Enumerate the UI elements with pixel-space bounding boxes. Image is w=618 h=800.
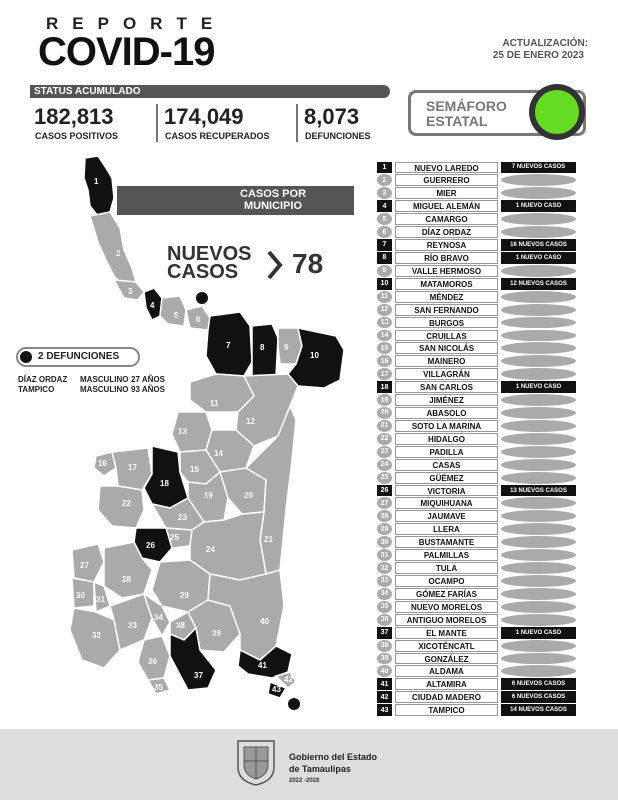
municipality-name: RÍO BRAVO	[395, 252, 498, 264]
municipality-name: PADILLA	[395, 446, 498, 458]
municipality-new-cases	[501, 304, 576, 316]
death-age: 27 AÑOS	[131, 375, 165, 384]
semaforo-label-line2: ESTATAL	[426, 113, 488, 129]
municipality-new-cases	[501, 355, 576, 367]
municipality-row	[377, 678, 577, 691]
gov-name-line2: de Tamaulipas	[289, 764, 351, 774]
municipality-new-cases	[501, 523, 576, 535]
positive-cases-count: 182,813	[34, 104, 114, 129]
cases-by-municipality-label	[240, 188, 306, 212]
municipality-new-cases	[501, 226, 576, 238]
municipality-row	[377, 407, 577, 420]
map-label-23: 23	[178, 513, 187, 522]
municipality-number: 21	[377, 420, 392, 432]
recovered-cases-count: 174,049	[164, 104, 244, 129]
municipality-row	[377, 187, 577, 200]
municipality-name: JAUMAVE	[395, 510, 498, 522]
municipality-number: 39	[377, 653, 392, 665]
municipality-number: 29	[377, 523, 392, 535]
municipality-number: 15	[377, 342, 392, 354]
municipality-number: 8	[377, 252, 392, 264]
municipality-name: CRUILLAS	[395, 330, 498, 342]
update-date: 25 DE ENERO 2023	[492, 50, 584, 61]
municipality-number: 5	[377, 213, 392, 225]
map-label-33: 33	[128, 621, 137, 630]
new-cases-label-line1: NUEVOS	[167, 243, 252, 265]
municipality-number: 28	[377, 510, 392, 522]
map-label-35: 35	[154, 683, 163, 692]
new-cases-count: 78	[292, 248, 324, 279]
municipality-new-cases	[501, 291, 576, 303]
map-label-40: 40	[260, 617, 269, 626]
municipality-new-cases	[501, 446, 576, 458]
municipality-new-cases	[501, 472, 576, 484]
municipality-name: MÉNDEZ	[395, 291, 498, 303]
municipality-number: 37	[377, 627, 392, 639]
municipality-new-cases: 12 NUEVOS CASOS	[501, 278, 576, 290]
municipality-new-cases: 7 NUEVOS CASOS	[501, 162, 576, 174]
municipality-new-cases	[501, 433, 576, 445]
municipality-row	[377, 484, 577, 497]
municipality-number: 32	[377, 562, 392, 574]
municipality-number: 43	[377, 704, 392, 716]
municipality-number: 9	[377, 265, 392, 277]
municipality-row	[377, 704, 577, 717]
municipality-number: 36	[377, 614, 392, 626]
semaforo-label	[426, 99, 507, 129]
municipality-row	[377, 639, 577, 652]
map-label-2: 2	[116, 249, 121, 258]
municipality-row	[377, 342, 577, 355]
map-label-37: 37	[194, 671, 203, 680]
map-label-16: 16	[98, 459, 107, 468]
municipality-new-cases	[501, 614, 576, 626]
municipality-new-cases: 1 NUEVO CASO	[501, 381, 576, 393]
municipality-row	[377, 562, 577, 575]
municipality-row	[377, 458, 577, 471]
map-label-6: 6	[196, 315, 201, 324]
municipality-new-cases: 13 NUEVOS CASOS	[501, 485, 576, 497]
map-label-9: 9	[284, 343, 289, 352]
municipality-number: 17	[377, 368, 392, 380]
municipality-name: VICTORIA	[395, 485, 498, 497]
municipality-row	[377, 277, 577, 290]
municipality-new-cases	[501, 510, 576, 522]
municipality-name: EL MANTE	[395, 627, 498, 639]
municipality-name: ANTIGUO MORELOS	[395, 614, 498, 626]
municipality-row	[377, 471, 577, 484]
map-label-10: 10	[310, 351, 319, 360]
new-cases-label-line2: CASOS	[167, 261, 239, 283]
municipality-new-cases: 16 NUEVOS CASOS	[501, 239, 576, 251]
municipality-name: TULA	[395, 562, 498, 574]
municipality-new-cases	[501, 394, 576, 406]
municipality-name: MATAMOROS	[395, 278, 498, 290]
municipality-name: SOTO LA MARINA	[395, 420, 498, 432]
municipality-row	[377, 510, 577, 523]
municipality-number: 24	[377, 459, 392, 471]
death-age: 93 AÑOS	[131, 385, 165, 394]
municipality-row	[377, 161, 577, 174]
municipality-number: 11	[377, 291, 392, 303]
municipality-number: 26	[377, 485, 392, 497]
map-label-18: 18	[160, 479, 169, 488]
gov-years: 2022 -2028	[289, 778, 320, 784]
municipality-new-cases	[501, 330, 576, 342]
municipality-row	[377, 290, 577, 303]
municipality-row	[377, 652, 577, 665]
stat-divider	[296, 104, 298, 142]
municipality-row	[377, 226, 577, 239]
municipality-row	[377, 355, 577, 368]
municipality-new-cases	[501, 213, 576, 225]
municipality-number: 25	[377, 472, 392, 484]
map-label-11: 11	[210, 399, 219, 408]
positive-cases-label: CASOS POSITIVOS	[35, 131, 119, 141]
banner-line2: MUNICIPIO	[243, 200, 303, 212]
municipality-name: MAINERO	[395, 355, 498, 367]
cases-by-municipality-banner	[117, 186, 354, 215]
municipality-row	[377, 613, 577, 626]
municipality-row	[377, 381, 577, 394]
municipality-new-cases	[501, 653, 576, 665]
map-label-27: 27	[80, 561, 89, 570]
municipality-number: 16	[377, 355, 392, 367]
municipality-row	[377, 523, 577, 536]
map-label-31: 31	[96, 595, 105, 604]
municipio-1	[84, 156, 114, 216]
municipality-name: SAN NICOLÁS	[395, 342, 498, 354]
municipality-name: SAN FERNANDO	[395, 304, 498, 316]
municipality-number: 20	[377, 407, 392, 419]
map-label-4: 4	[150, 301, 155, 310]
municipality-name: ALDAMA	[395, 665, 498, 677]
municipality-new-cases: 14 NUEVOS CASOS	[501, 704, 576, 716]
municipality-name: MIER	[395, 187, 498, 199]
municipality-name: ABASOLO	[395, 407, 498, 419]
municipality-name: TAMPICO	[395, 704, 498, 716]
municipality-number: 30	[377, 536, 392, 548]
municipality-name: GUERRERO	[395, 174, 498, 186]
state-seal-icon	[234, 737, 278, 787]
death-sex: MASCULINO	[80, 385, 129, 394]
municipality-name: MIQUIHUANA	[395, 497, 498, 509]
death-place: DÍAZ ORDAZ	[18, 375, 68, 384]
municipality-row	[377, 251, 577, 264]
municipality-row	[377, 600, 577, 613]
municipality-row	[377, 316, 577, 329]
municipality-new-cases: 6 NUEVOS CASOS	[501, 678, 576, 690]
report-label: REPORTE	[46, 14, 227, 33]
municipality-new-cases	[501, 536, 576, 548]
municipality-number: 40	[377, 665, 392, 677]
update-label: ACTUALIZACIÓN:	[502, 38, 588, 49]
municipality-row	[377, 549, 577, 562]
map-label-21: 21	[264, 535, 273, 544]
municipality-number: 33	[377, 575, 392, 587]
deaths-box-label: 2 DEFUNCIONES	[38, 351, 120, 362]
map-label-20: 20	[244, 491, 253, 500]
municipality-row	[377, 432, 577, 445]
municipality-row	[377, 575, 577, 588]
municipality-row	[377, 497, 577, 510]
map-label-28: 28	[122, 575, 131, 584]
municipality-number: 13	[377, 317, 392, 329]
death-place: TAMPICO	[18, 385, 55, 394]
map-label-14: 14	[214, 449, 223, 458]
municipality-new-cases: 1 NUEVO CASO	[501, 200, 576, 212]
map-label-12: 12	[246, 417, 255, 426]
municipality-number: 10	[377, 278, 392, 290]
page-title: COVID-19	[38, 30, 215, 74]
municipality-row	[377, 239, 577, 252]
municipality-number: 34	[377, 588, 392, 600]
death-marker-dot	[288, 698, 300, 710]
map-label-29: 29	[180, 591, 189, 600]
map-label-3: 3	[128, 287, 133, 296]
municipality-number: 22	[377, 433, 392, 445]
map-label-41: 41	[258, 661, 267, 670]
municipality-row	[377, 329, 577, 342]
municipality-number: 18	[377, 381, 392, 393]
death-marker-dot	[196, 292, 208, 304]
municipality-new-cases: 1 NUEVO CASO	[501, 252, 576, 264]
chevron-right-icon	[266, 250, 284, 280]
municipality-name: VALLE HERMOSO	[395, 265, 498, 277]
map-label-36: 36	[148, 657, 157, 666]
municipality-name: VILLAGRÁN	[395, 368, 498, 380]
municipality-new-cases	[501, 549, 576, 561]
recovered-cases-label: CASOS RECUPERADOS	[165, 131, 270, 141]
map-label-32: 32	[92, 631, 101, 640]
municipality-name: GÓMEZ FARÍAS	[395, 588, 498, 600]
map-label-34: 34	[154, 613, 163, 622]
municipality-name: ALTAMIRA	[395, 678, 498, 690]
municipality-number: 4	[377, 200, 392, 212]
map-label-13: 13	[178, 427, 187, 436]
municipality-row	[377, 368, 577, 381]
municipality-new-cases	[501, 665, 576, 677]
municipality-row	[377, 394, 577, 407]
municipality-row	[377, 419, 577, 432]
municipality-number: 41	[377, 678, 392, 690]
municipality-row	[377, 665, 577, 678]
municipality-new-cases	[501, 575, 576, 587]
map-label-25: 25	[170, 533, 179, 542]
stat-divider	[156, 104, 158, 142]
municipality-new-cases	[501, 459, 576, 471]
municipio-2	[90, 212, 136, 286]
municipality-new-cases	[501, 187, 576, 199]
municipality-row	[377, 213, 577, 226]
municipality-number: 1	[377, 162, 392, 174]
municipality-new-cases	[501, 342, 576, 354]
semaforo-label-line1: SEMÁFORO	[426, 98, 507, 114]
map-label-15: 15	[190, 465, 199, 474]
municipality-name: NUEVO MORELOS	[395, 601, 498, 613]
map-label-22: 22	[122, 499, 131, 508]
municipality-number: 27	[377, 497, 392, 509]
map-label-5: 5	[174, 311, 179, 320]
map-label-30: 30	[76, 591, 85, 600]
municipality-new-cases	[501, 368, 576, 380]
map-label-19: 19	[204, 491, 213, 500]
map-label-26: 26	[146, 541, 155, 550]
municipality-new-cases	[501, 265, 576, 277]
deaths-label: DEFUNCIONES	[305, 131, 371, 141]
municipality-new-cases	[501, 601, 576, 613]
municipality-name: PALMILLAS	[395, 549, 498, 561]
municipality-name: BURGOS	[395, 317, 498, 329]
municipality-name: CASAS	[395, 459, 498, 471]
municipality-row	[377, 174, 577, 187]
municipality-name: LLERA	[395, 523, 498, 535]
map-label-8: 8	[260, 343, 265, 352]
banner-line1: CASOS POR	[240, 188, 307, 200]
municipality-number: 38	[377, 640, 392, 652]
municipality-row	[377, 264, 577, 277]
municipality-name: CAMARGO	[395, 213, 498, 225]
municipio-8	[252, 324, 278, 376]
municipality-row	[377, 691, 577, 704]
map-label-17: 17	[128, 463, 137, 472]
municipality-number: 31	[377, 549, 392, 561]
municipality-new-cases	[501, 420, 576, 432]
municipality-row	[377, 626, 577, 639]
municipality-number: 3	[377, 187, 392, 199]
map-label-42: 42	[284, 675, 293, 684]
municipality-name: OCAMPO	[395, 575, 498, 587]
map-label-7: 7	[226, 341, 231, 350]
municipality-number: 35	[377, 601, 392, 613]
municipality-new-cases	[501, 497, 576, 509]
municipality-new-cases	[501, 174, 576, 186]
death-dot-icon	[20, 351, 32, 363]
tamaulipas-map	[40, 150, 360, 720]
status-label: STATUS ACUMULADO	[34, 86, 141, 97]
municipio-22	[98, 486, 144, 528]
municipality-new-cases	[501, 562, 576, 574]
municipality-name: SAN CARLOS	[395, 381, 498, 393]
municipality-name: DÍAZ ORDAZ	[395, 226, 498, 238]
municipality-name: CIUDAD MADERO	[395, 691, 498, 703]
municipality-name: JIMÉNEZ	[395, 394, 498, 406]
municipality-new-cases: 6 NUEVOS CASOS	[501, 691, 576, 703]
municipality-number: 19	[377, 394, 392, 406]
municipality-new-cases: 1 NUEVO CASO	[501, 627, 576, 639]
municipality-name: HIDALGO	[395, 433, 498, 445]
death-sex: MASCULINO	[80, 375, 129, 384]
municipality-new-cases	[501, 407, 576, 419]
municipality-name: BUSTAMANTE	[395, 536, 498, 548]
municipality-new-cases	[501, 588, 576, 600]
municipality-list	[377, 161, 577, 717]
municipality-name: XICOTÉNCATL	[395, 640, 498, 652]
municipality-row	[377, 445, 577, 458]
municipality-row	[377, 536, 577, 549]
municipality-row	[377, 200, 577, 213]
municipio-5	[160, 296, 186, 326]
municipality-name: NUEVO LAREDO	[395, 162, 498, 174]
gov-name-line1: Gobierno del Estado	[289, 752, 378, 762]
municipality-row	[377, 303, 577, 316]
traffic-light-green-icon	[535, 90, 579, 134]
municipality-new-cases	[501, 317, 576, 329]
map-label-24: 24	[206, 545, 215, 554]
municipality-number: 23	[377, 446, 392, 458]
municipality-number: 2	[377, 174, 392, 186]
deaths-count: 8,073	[304, 104, 360, 129]
municipality-name: GONZÁLEZ	[395, 653, 498, 665]
municipality-row	[377, 587, 577, 600]
municipality-number: 14	[377, 330, 392, 342]
municipality-number: 42	[377, 691, 392, 703]
municipality-number: 12	[377, 304, 392, 316]
municipality-new-cases	[501, 640, 576, 652]
map-label-43: 43	[272, 685, 281, 694]
map-label-38: 38	[176, 621, 185, 630]
map-label-1: 1	[94, 177, 99, 186]
municipality-name: REYNOSA	[395, 239, 498, 251]
municipality-name: MIGUEL ALEMÁN	[395, 200, 498, 212]
municipality-number: 7	[377, 239, 392, 251]
municipality-number: 6	[377, 226, 392, 238]
municipality-name: GÜÉMEZ	[395, 472, 498, 484]
map-label-39: 39	[212, 629, 221, 638]
